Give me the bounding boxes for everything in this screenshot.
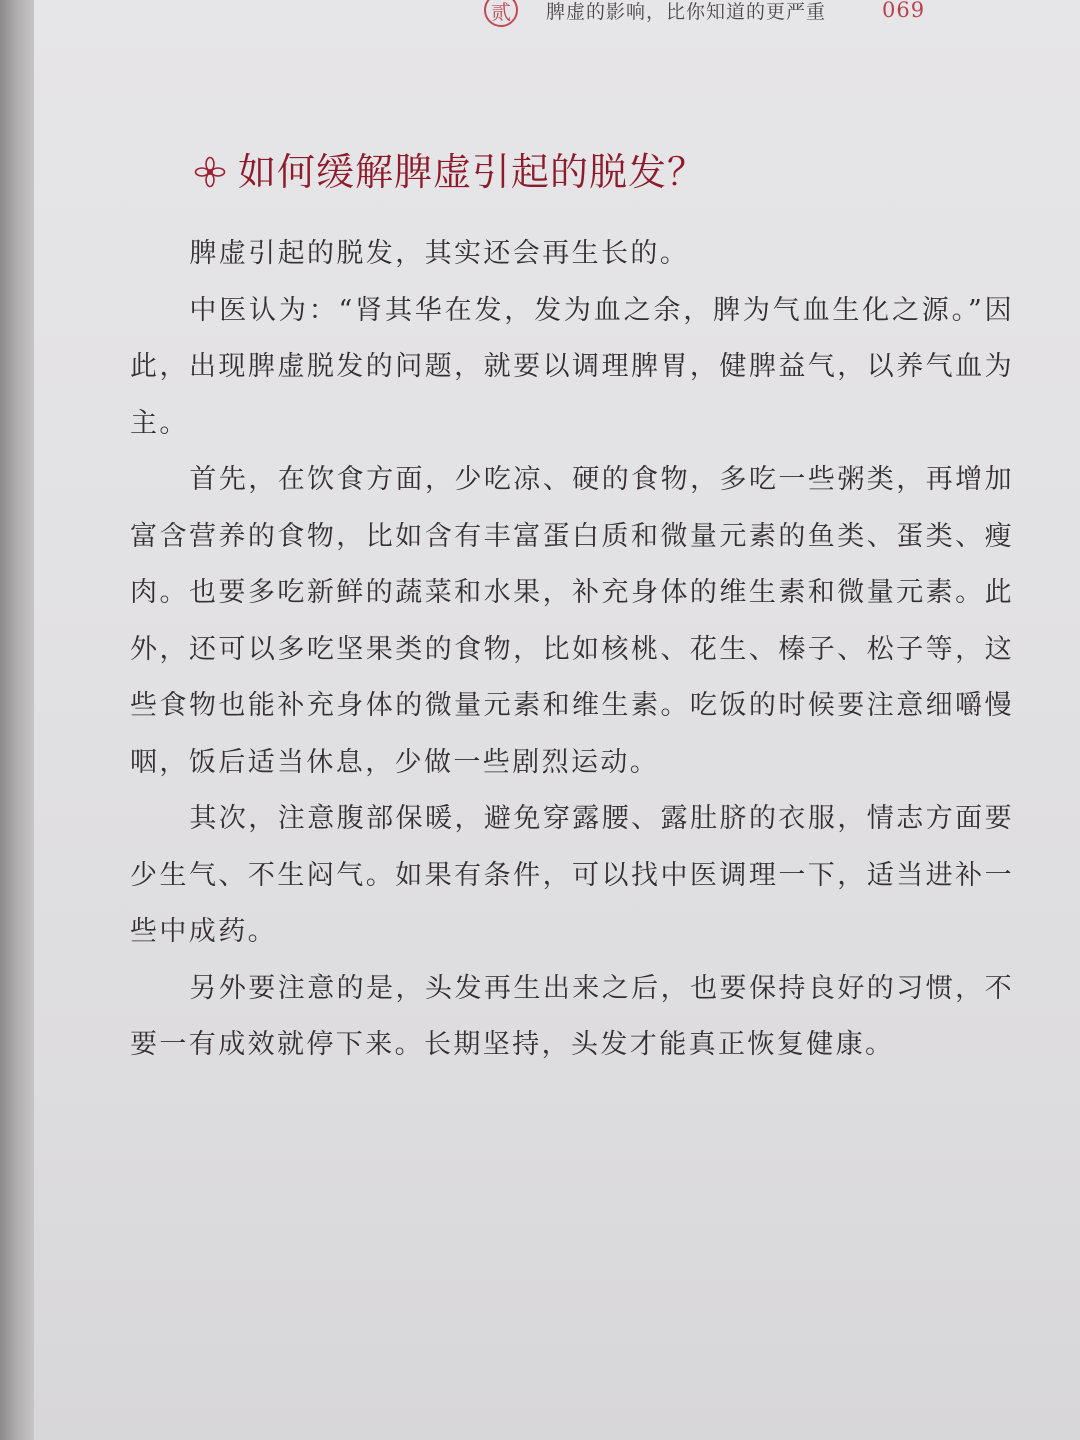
paragraph: 首先，在饮食方面，少吃凉、硬的食物，多吃一些粥类，再增加富含营养的食物，比如含有丰富蛋白质和微量元素的鱼类、蛋类、瘦肉。也要多吃新鲜的蔬菜和水果，补充身体的维生素和微量元素。此外，还可以多吃坚果类的食物，比如核桃、花生、榛子、松子等，这些食物也能补充身体的微量元素和维生素。吃饭的时候要注意细嚼慢咽，饭后适当休息，少做一些剧烈运动。: [130, 464, 1014, 778]
body-text: [130, 226, 1014, 1074]
paragraph: 另外要注意的是，头发再生出来之后，也要保持良好的习惯，不要一有成效就停下来。长期坚持，头发才能真正恢复健康。: [130, 972, 1014, 1060]
chapter-mark-badge: 贰: [484, 0, 518, 27]
paragraph: 脾虚引起的脱发，其实还会再生长的。: [189, 238, 690, 269]
section-heading: [194, 146, 706, 198]
running-title: 脾虚的影响，比你知道的更严重: [546, 0, 827, 23]
paragraph: 中医认为：“肾其华在发，发为血之余，脾为气血生化之源。”因此，出现脾虚脱发的问题，就要以调理脾胃，健脾益气，以养气血为主。: [130, 294, 1014, 439]
running-header: [484, 0, 925, 28]
flower-ornament-icon: [194, 156, 226, 188]
page-number: 069: [882, 0, 926, 22]
book-page: [34, 0, 1080, 1440]
section-heading-text: 如何缓解脾虚引起的脱发？: [238, 150, 707, 194]
paragraph: 其次，注意腹部保暖，避免穿露腰、露肚脐的衣服，情志方面要少生气、不生闷气。如果有条件，可以找中医调理一下，适当进补一些中成药。: [130, 803, 1014, 947]
